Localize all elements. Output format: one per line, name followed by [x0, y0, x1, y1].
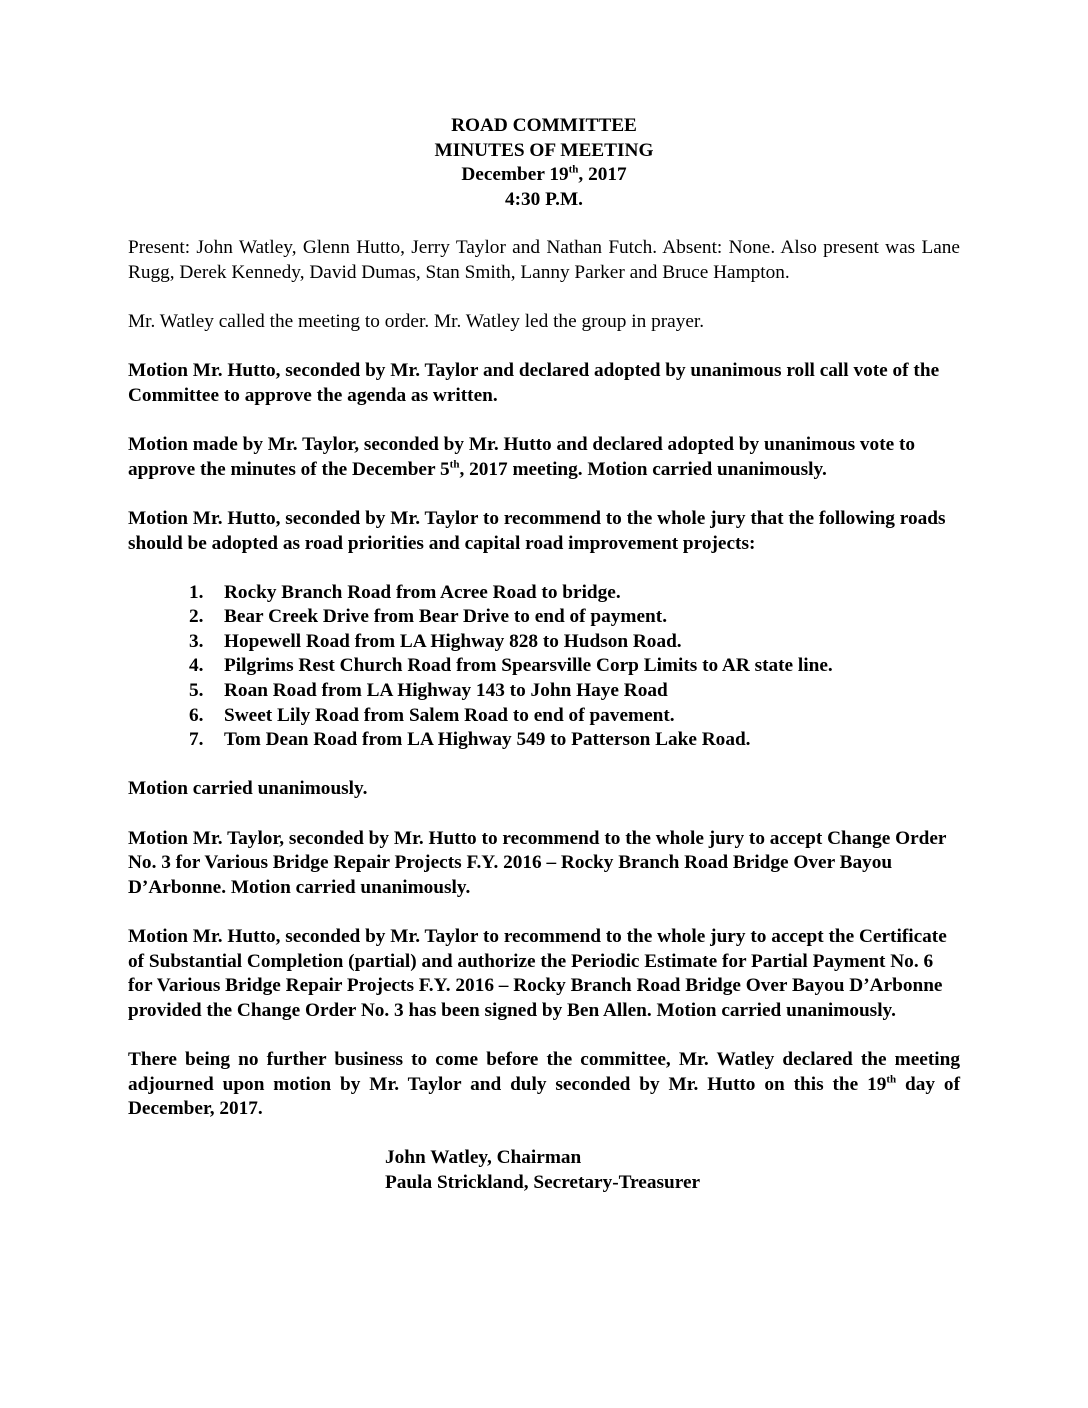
- list-item-text: Roan Road from LA Highway 143 to John Haye Road: [224, 680, 668, 702]
- motion-roads-result: Motion carried unanimously.: [128, 778, 368, 800]
- meeting-date-prefix: December 19: [461, 164, 569, 186]
- list-item-text: Sweet Lily Road from Salem Road to end of pavement.: [224, 704, 675, 726]
- document-page: [128, 114, 960, 1196]
- secretary-signature: Paula Strickland, Secretary-Treasurer: [385, 1171, 701, 1193]
- list-item: [189, 728, 960, 753]
- chairman-signature: John Watley, Chairman: [385, 1147, 582, 1169]
- list-item: [189, 704, 960, 729]
- meeting-time: 4:30 P.M.: [504, 188, 583, 210]
- road-priorities-list: [128, 581, 960, 753]
- adjournment-text: There being no further business to come before the committee, Mr. Watley declared the meeting adjourned upon motion by Mr. Taylor and duly seconded by Mr. Hutto on this the 19: [128, 1048, 960, 1095]
- list-item-text: Pilgrims Rest Church Road from Spearsville Corp Limits to AR state line.: [224, 655, 833, 677]
- minutes-title: MINUTES OF MEETING: [434, 139, 654, 161]
- list-item: [189, 630, 960, 655]
- motion-change-order-paragraph: Motion Mr. Taylor, seconded by Mr. Hutto to recommend to the whole jury to accept Change Order No. 3 for Various Bridge Repair Projects F.Y. 2016 – Rocky Branch Road Bridge Over Bayou D’Arbonne. Motion carried unanimously.: [128, 827, 947, 898]
- list-item-text: Rocky Branch Road from Acree Road to bridge.: [224, 581, 621, 603]
- motion-certificate-paragraph: Motion Mr. Hutto, seconded by Mr. Taylor to recommend to the whole jury to accept the Certificate of Substantial Completion (partial) and authorize the Periodic Estimate for Partial Payment No. 6 for Various Bridge Repair Projects F.Y. 2016 – Rocky Branch Road Bridge Over Bayou D’Arbonne provided the Change Order No. 3 has been signed by Ben Allen. Motion carried unanimously.: [128, 926, 947, 1021]
- list-item-number: 3.: [189, 630, 204, 652]
- list-item-text: Tom Dean Road from LA Highway 549 to Patterson Lake Road.: [224, 729, 751, 751]
- list-item: [189, 605, 960, 630]
- list-item-number: 1.: [189, 581, 204, 603]
- adjournment-text-end: day of December, 2017.: [128, 1073, 960, 1120]
- signature-block: [385, 1146, 960, 1195]
- motion-minutes-text-end: , 2017 meeting. Motion carried unanimously.: [459, 458, 827, 480]
- motion-minutes-ordinal: th: [449, 458, 460, 471]
- list-item-number: 6.: [189, 704, 204, 726]
- meeting-date: [128, 163, 960, 188]
- document-heading: [128, 114, 960, 212]
- list-item-text: Hopewell Road from LA Highway 828 to Hudson Road.: [224, 630, 682, 652]
- meeting-date-ordinal: th: [568, 163, 579, 176]
- motion-minutes-text: Motion made by Mr. Taylor, seconded by Mr. Hutto and declared adopted by unanimous vote to approve the minutes of the December 5: [128, 434, 916, 480]
- motion-minutes-paragraph: [128, 433, 960, 482]
- adjournment-paragraph: [128, 1048, 960, 1122]
- list-item-text: Bear Creek Drive from Bear Drive to end of payment.: [224, 606, 668, 628]
- list-item: [189, 679, 960, 704]
- list-item-number: 4.: [189, 655, 204, 677]
- committee-title: ROAD COMMITTEE: [451, 115, 637, 136]
- meeting-date-suffix: , 2017: [578, 164, 627, 186]
- call-to-order-paragraph: Mr. Watley called the meeting to order. Mr. Watley led the group in prayer.: [128, 311, 705, 333]
- list-item: [189, 581, 960, 606]
- list-item: [189, 654, 960, 679]
- adjournment-ordinal: th: [886, 1073, 897, 1086]
- motion-agenda-paragraph: Motion Mr. Hutto, seconded by Mr. Taylor and declared adopted by unanimous roll call vote of the Committee to approve the agenda as written.: [128, 360, 940, 406]
- attendance-paragraph: Present: John Watley, Glenn Hutto, Jerry Taylor and Nathan Futch. Absent: None. Also present was Lane Rugg, Derek Kennedy, David Dumas, Stan Smith, Lanny Parker and Bruce Hampton.: [128, 237, 960, 283]
- list-item-number: 7.: [189, 729, 204, 751]
- list-item-number: 2.: [189, 606, 204, 628]
- list-item-number: 5.: [189, 680, 204, 702]
- motion-roads-paragraph: Motion Mr. Hutto, seconded by Mr. Taylor to recommend to the whole jury that the following roads should be adopted as road priorities and capital road improvement projects:: [128, 507, 946, 554]
